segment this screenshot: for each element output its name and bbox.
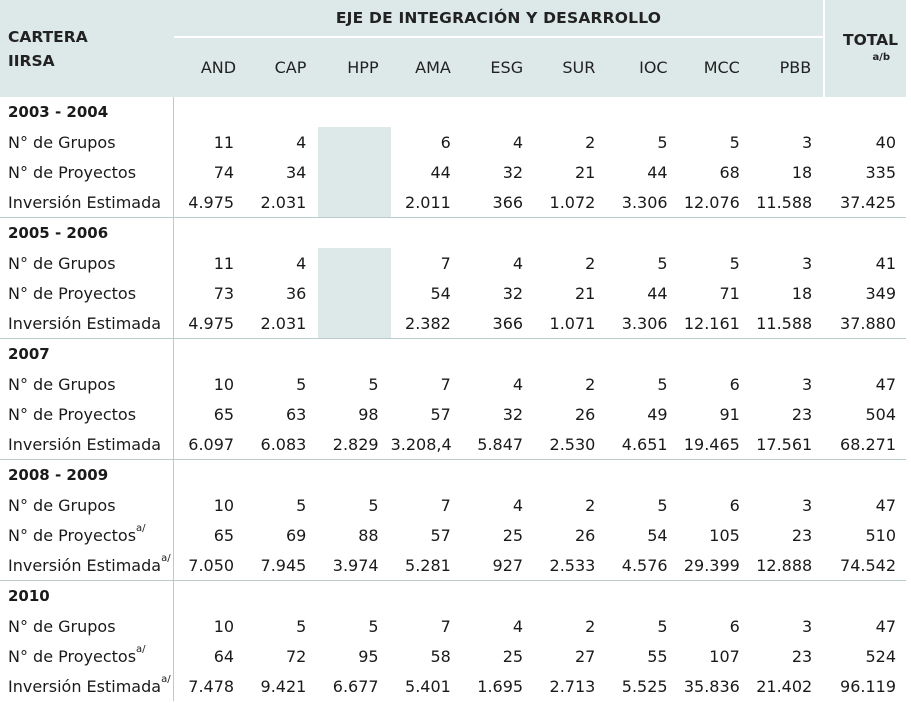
data-cell-ama: 7 xyxy=(440,495,451,515)
total-cell: 37.880 xyxy=(824,308,906,339)
empty-cell xyxy=(174,460,246,491)
data-cell-cap: 2.031 xyxy=(246,187,318,218)
empty-cell xyxy=(824,218,906,249)
table-row-proyectos xyxy=(0,399,906,429)
row-label-text: N° de Grupos xyxy=(8,132,116,152)
data-cell-cap: 7.945 xyxy=(246,550,318,581)
row-label-inversion xyxy=(0,550,174,581)
empty-cell xyxy=(752,339,824,370)
row-label-proyectos xyxy=(0,278,174,308)
data-cell-and: 4.975 xyxy=(174,187,246,218)
data-cell-mcc: 68 xyxy=(719,162,740,182)
column-header-sur: SUR xyxy=(535,37,607,97)
table-body xyxy=(0,97,906,701)
data-cell-ioc: 3.306 xyxy=(607,308,679,339)
row-label-text: N° de Grupos xyxy=(8,374,116,394)
data-cell-sur: 2.713 xyxy=(549,676,596,696)
empty-cell xyxy=(680,97,752,127)
table-row-grupos xyxy=(0,369,906,399)
data-cell-ama: 57 xyxy=(430,525,451,545)
row-label-inversion xyxy=(0,308,174,339)
data-cell-pbb: 18 xyxy=(791,162,813,182)
empty-cell xyxy=(318,218,390,249)
data-cell-esg: 4 xyxy=(512,374,524,394)
data-cell-ioc: 5 xyxy=(657,132,668,152)
total-cell: 41 xyxy=(875,253,896,273)
row-label-text: Inversión Estimada xyxy=(8,555,162,575)
data-cell-pbb: 23 xyxy=(791,525,813,545)
total-cell: 349 xyxy=(865,283,896,303)
table-row-grupos xyxy=(0,611,906,641)
data-cell-sur: 2.533 xyxy=(535,550,607,581)
empty-cell xyxy=(463,339,535,370)
empty-cell xyxy=(607,339,679,370)
data-cell-and: 11 xyxy=(174,127,246,157)
empty-cell xyxy=(680,339,752,370)
data-cell-and: 10 xyxy=(174,490,246,520)
empty-cell xyxy=(752,97,824,127)
row-label-grupos xyxy=(0,490,174,520)
data-cell-esg: 32 xyxy=(502,283,524,303)
row-label-proyectos xyxy=(0,157,174,187)
data-cell-cap: 36 xyxy=(285,283,307,303)
cartera-label: CARTERA xyxy=(8,27,88,46)
empty-cell xyxy=(607,460,679,491)
data-cell-cap: 2.031 xyxy=(246,308,318,339)
column-header-cap: CAP xyxy=(246,37,318,97)
data-cell-ioc: 44 xyxy=(647,162,668,182)
total-label: TOTAL xyxy=(843,30,898,49)
footnote-marker: a/ xyxy=(161,552,171,564)
empty-cell xyxy=(246,460,318,491)
data-cell-pbb: 23 xyxy=(791,404,813,424)
row-label-text: N° de Grupos xyxy=(8,495,116,515)
empty-cell xyxy=(463,97,535,127)
empty-cell xyxy=(680,581,752,612)
empty-cell xyxy=(535,460,607,491)
data-cell-ama: 5.281 xyxy=(391,550,463,581)
total-cell: 74.542 xyxy=(824,550,906,581)
data-cell-ama: 2.382 xyxy=(391,308,463,339)
row-label-text: N° de Proyectos xyxy=(8,283,137,303)
data-cell-and: 64 xyxy=(174,641,246,671)
table-row-inversion xyxy=(0,187,906,218)
data-cell-esg: 4 xyxy=(512,253,524,273)
data-cell-pbb: 17.561 xyxy=(752,429,824,460)
data-cell-sur: 2.530 xyxy=(535,429,607,460)
data-cell-and: 11 xyxy=(174,248,246,278)
table-row-inversion xyxy=(0,550,906,581)
total-note: a/b xyxy=(872,51,890,63)
column-header-pbb: PBB xyxy=(752,37,824,97)
data-cell-cap: 4 xyxy=(296,253,307,273)
footnote-marker: a/ xyxy=(136,522,146,534)
data-cell-sur: 2 xyxy=(585,495,596,515)
data-cell-mcc: 107 xyxy=(709,646,740,666)
data-cell-ioc: 5 xyxy=(657,616,668,636)
data-cell-sur: 26 xyxy=(574,404,596,424)
empty-cell xyxy=(463,581,535,612)
data-cell-ama: 58 xyxy=(430,646,451,666)
data-cell-esg: 5.847 xyxy=(463,429,535,460)
data-cell-ama: 5.401 xyxy=(405,676,451,696)
data-cell-ioc: 49 xyxy=(647,404,668,424)
eje-title: EJE DE INTEGRACIÓN Y DESARROLLO xyxy=(174,0,824,37)
row-label-grupos xyxy=(0,248,174,278)
data-cell-pbb: 11.588 xyxy=(752,308,824,339)
data-cell-sur: 2 xyxy=(585,132,596,152)
data-cell-esg: 4 xyxy=(512,616,524,636)
data-cell-sur: 21 xyxy=(574,162,596,182)
data-cell-sur: 2 xyxy=(585,616,596,636)
empty-cell xyxy=(174,339,246,370)
empty-cell xyxy=(607,218,679,249)
data-cell-cap: 69 xyxy=(285,525,307,545)
footnote-marker: a/ xyxy=(136,643,146,655)
data-cell-esg: 32 xyxy=(502,162,524,182)
table-row-proyectos xyxy=(0,278,906,308)
empty-cell xyxy=(174,97,246,127)
empty-cell xyxy=(607,581,679,612)
total-header xyxy=(824,0,906,97)
data-cell-and: 6.097 xyxy=(174,429,246,460)
row-label-proyectos xyxy=(0,520,174,550)
data-cell-and: 4.975 xyxy=(174,308,246,339)
row-label-text: N° de Proyectos xyxy=(8,525,137,545)
period-label: 2003 - 2004 xyxy=(8,103,109,121)
data-cell-hpp: 95 xyxy=(358,646,379,666)
empty-cell xyxy=(680,218,752,249)
data-cell-esg: 25 xyxy=(502,646,524,666)
data-cell-hpp: 3.974 xyxy=(318,550,390,581)
cartera-header xyxy=(0,0,174,97)
data-cell-pbb: 3 xyxy=(802,616,813,636)
data-cell-pbb: 12.888 xyxy=(752,550,824,581)
table-row-inversion xyxy=(0,308,906,339)
empty-cell xyxy=(246,97,318,127)
empty-cell xyxy=(246,218,318,249)
table-row-inversion xyxy=(0,671,906,701)
data-cell-ama: 6 xyxy=(440,132,451,152)
data-cell-and: 10 xyxy=(174,369,246,399)
data-cell-hpp xyxy=(318,248,390,278)
data-cell-cap: 6.083 xyxy=(246,429,318,460)
empty-cell xyxy=(463,460,535,491)
data-cell-hpp xyxy=(318,187,390,218)
period-row xyxy=(0,97,906,127)
table-row-inversion xyxy=(0,429,906,460)
data-cell-hpp: 98 xyxy=(358,404,379,424)
row-label-grupos xyxy=(0,369,174,399)
empty-cell xyxy=(824,339,906,370)
data-cell-ioc: 44 xyxy=(647,283,668,303)
row-label-inversion xyxy=(0,671,174,701)
column-header-esg: ESG xyxy=(463,37,535,97)
data-cell-and: 65 xyxy=(174,520,246,550)
data-cell-ioc: 54 xyxy=(647,525,668,545)
data-cell-esg: 4 xyxy=(512,132,524,152)
empty-cell xyxy=(535,97,607,127)
row-label-inversion xyxy=(0,187,174,218)
data-cell-ioc: 5 xyxy=(657,374,668,394)
data-cell-pbb: 3 xyxy=(802,495,813,515)
empty-cell xyxy=(680,460,752,491)
data-cell-pbb: 11.588 xyxy=(752,187,824,218)
empty-cell xyxy=(824,97,906,127)
row-label-text: N° de Grupos xyxy=(8,253,116,273)
data-cell-ama: 3.208,4 xyxy=(391,429,463,460)
data-cell-hpp: 5 xyxy=(368,374,379,394)
data-cell-sur: 27 xyxy=(574,646,596,666)
empty-cell xyxy=(318,339,390,370)
row-label-text: Inversión Estimada xyxy=(8,192,162,212)
empty-cell xyxy=(391,339,463,370)
total-cell: 47 xyxy=(875,616,896,636)
data-cell-and: 74 xyxy=(174,157,246,187)
total-cell: 335 xyxy=(865,162,896,182)
data-cell-ama: 7 xyxy=(440,374,451,394)
data-cell-cap: 63 xyxy=(285,404,307,424)
data-cell-hpp: 5 xyxy=(368,616,379,636)
period-label: 2010 xyxy=(8,587,50,605)
data-cell-mcc: 5 xyxy=(729,253,740,273)
empty-cell xyxy=(391,97,463,127)
data-cell-mcc: 105 xyxy=(709,525,740,545)
data-cell-mcc: 6 xyxy=(729,495,740,515)
row-label-proyectos xyxy=(0,641,174,671)
empty-cell xyxy=(824,581,906,612)
data-cell-cap: 5 xyxy=(296,616,307,636)
column-header-and: AND xyxy=(174,37,246,97)
data-cell-and: 7.050 xyxy=(174,550,246,581)
period-row xyxy=(0,218,906,249)
empty-cell xyxy=(463,218,535,249)
total-cell: 510 xyxy=(865,525,896,545)
empty-cell xyxy=(391,460,463,491)
empty-cell xyxy=(607,97,679,127)
data-cell-pbb: 3 xyxy=(802,253,813,273)
data-cell-pbb: 23 xyxy=(791,646,813,666)
data-cell-mcc: 6 xyxy=(729,374,740,394)
data-cell-hpp xyxy=(318,278,390,308)
data-cell-ama: 7 xyxy=(440,253,451,273)
data-cell-mcc: 19.465 xyxy=(680,429,752,460)
data-cell-esg: 366 xyxy=(463,308,535,339)
footnote-marker: a/ xyxy=(161,673,171,685)
row-label-grupos xyxy=(0,127,174,157)
period-label: 2007 xyxy=(8,345,50,363)
period-label: 2005 - 2006 xyxy=(8,224,109,242)
data-cell-ioc: 5 xyxy=(657,253,668,273)
row-label-inversion xyxy=(0,429,174,460)
data-cell-cap: 34 xyxy=(285,162,307,182)
period-label: 2008 - 2009 xyxy=(8,466,109,484)
table-row-grupos xyxy=(0,490,906,520)
data-cell-hpp: 88 xyxy=(358,525,379,545)
data-cell-sur: 1.071 xyxy=(535,308,607,339)
data-cell-cap: 5 xyxy=(296,495,307,515)
data-cell-sur: 2 xyxy=(585,374,596,394)
total-cell: 504 xyxy=(865,404,896,424)
data-cell-pbb: 21.402 xyxy=(756,676,813,696)
column-header-ioc: IOC xyxy=(607,37,679,97)
total-cell: 40 xyxy=(875,132,896,152)
empty-cell xyxy=(246,581,318,612)
empty-cell xyxy=(535,581,607,612)
data-cell-ioc: 5.525 xyxy=(621,676,668,696)
data-cell-mcc: 12.076 xyxy=(680,187,752,218)
period-row xyxy=(0,581,906,612)
data-cell-cap: 9.421 xyxy=(260,676,307,696)
table-row-grupos xyxy=(0,248,906,278)
data-cell-sur: 26 xyxy=(574,525,596,545)
data-cell-esg: 25 xyxy=(502,525,524,545)
data-cell-sur: 21 xyxy=(574,283,596,303)
data-cell-ioc: 4.651 xyxy=(607,429,679,460)
row-label-text: Inversión Estimada xyxy=(8,676,162,696)
data-cell-mcc: 35.836 xyxy=(683,676,740,696)
empty-cell xyxy=(174,581,246,612)
data-cell-hpp xyxy=(318,127,390,157)
total-cell: 68.271 xyxy=(824,429,906,460)
data-cell-cap: 4 xyxy=(296,132,307,152)
table-row-proyectos xyxy=(0,157,906,187)
row-label-text: N° de Proyectos xyxy=(8,404,137,424)
row-label-text: N° de Proyectos xyxy=(8,162,137,182)
row-label-grupos xyxy=(0,611,174,641)
total-cell: 47 xyxy=(875,495,896,515)
data-cell-and: 10 xyxy=(174,611,246,641)
data-cell-and: 7.478 xyxy=(174,671,246,701)
row-label-text: N° de Proyectos xyxy=(8,646,137,666)
total-cell: 524 xyxy=(865,646,896,666)
total-cell: 47 xyxy=(875,374,896,394)
data-cell-ama: 2.011 xyxy=(391,187,463,218)
column-header-hpp: HPP xyxy=(318,37,390,97)
total-cell: 96.119 xyxy=(840,676,896,696)
data-cell-ioc: 55 xyxy=(647,646,668,666)
data-cell-hpp xyxy=(318,157,390,187)
data-cell-ama: 44 xyxy=(430,162,451,182)
table-row-grupos xyxy=(0,127,906,157)
data-cell-ama: 7 xyxy=(440,616,451,636)
data-cell-pbb: 3 xyxy=(802,132,813,152)
data-cell-mcc: 71 xyxy=(719,283,740,303)
data-cell-sur: 2 xyxy=(585,253,596,273)
period-row xyxy=(0,460,906,491)
empty-cell xyxy=(535,339,607,370)
total-cell: 37.425 xyxy=(824,187,906,218)
data-cell-esg: 366 xyxy=(463,187,535,218)
data-cell-esg: 32 xyxy=(502,404,524,424)
empty-cell xyxy=(752,581,824,612)
empty-cell xyxy=(535,218,607,249)
row-label-text: Inversión Estimada xyxy=(8,313,162,333)
data-cell-ama: 57 xyxy=(430,404,451,424)
data-cell-sur: 1.072 xyxy=(535,187,607,218)
table-header xyxy=(0,0,906,97)
data-cell-ioc: 5 xyxy=(657,495,668,515)
data-cell-hpp: 6.677 xyxy=(332,676,379,696)
period-row xyxy=(0,339,906,370)
row-label-text: N° de Grupos xyxy=(8,616,116,636)
data-cell-pbb: 18 xyxy=(791,283,813,303)
data-cell-mcc: 6 xyxy=(729,616,740,636)
data-cell-mcc: 91 xyxy=(719,404,740,424)
empty-cell xyxy=(752,460,824,491)
empty-cell xyxy=(174,218,246,249)
row-label-text: Inversión Estimada xyxy=(8,434,162,454)
data-cell-mcc: 5 xyxy=(729,132,740,152)
data-cell-pbb: 3 xyxy=(802,374,813,394)
data-cell-hpp xyxy=(318,308,390,339)
data-cell-and: 73 xyxy=(174,278,246,308)
empty-cell xyxy=(391,218,463,249)
empty-cell xyxy=(246,339,318,370)
data-cell-cap: 5 xyxy=(296,374,307,394)
column-header-mcc: MCC xyxy=(680,37,752,97)
data-cell-hpp: 5 xyxy=(368,495,379,515)
data-cell-mcc: 29.399 xyxy=(680,550,752,581)
data-cell-mcc: 12.161 xyxy=(680,308,752,339)
empty-cell xyxy=(824,460,906,491)
empty-cell xyxy=(318,581,390,612)
data-cell-esg: 927 xyxy=(463,550,535,581)
data-cell-esg: 4 xyxy=(512,495,524,515)
data-cell-and: 65 xyxy=(174,399,246,429)
empty-cell xyxy=(318,97,390,127)
data-cell-ioc: 3.306 xyxy=(607,187,679,218)
table-row-proyectos xyxy=(0,641,906,671)
empty-cell xyxy=(752,218,824,249)
row-label-proyectos xyxy=(0,399,174,429)
column-header-ama: AMA xyxy=(391,37,463,97)
data-cell-ama: 54 xyxy=(430,283,451,303)
data-cell-hpp: 2.829 xyxy=(318,429,390,460)
data-cell-esg: 1.695 xyxy=(477,676,524,696)
table-row-proyectos xyxy=(0,520,906,550)
empty-cell xyxy=(391,581,463,612)
empty-cell xyxy=(318,460,390,491)
data-cell-ioc: 4.576 xyxy=(607,550,679,581)
data-cell-cap: 72 xyxy=(285,646,307,666)
iirsa-label: IIRSA xyxy=(8,51,55,70)
